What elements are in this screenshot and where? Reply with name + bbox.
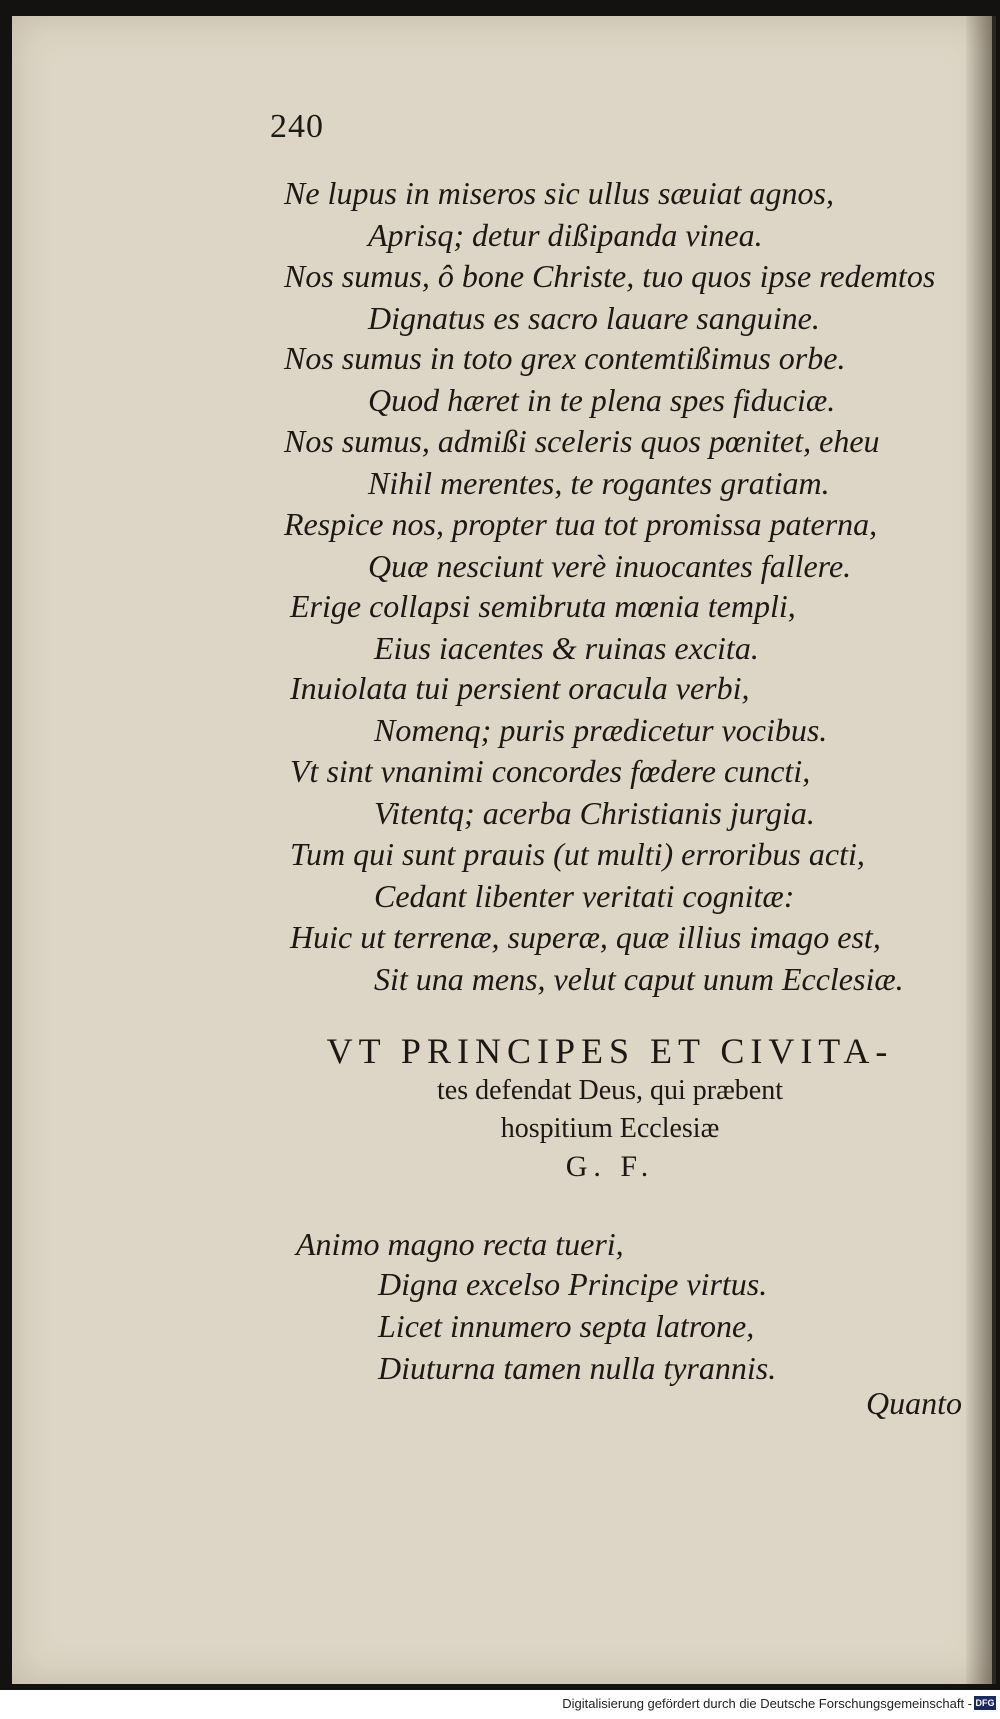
verse-line: Inuiolata tui persient oracula verbi, xyxy=(290,670,750,706)
section-heading: VT PRINCIPES ET CIVITA- xyxy=(326,1031,894,1071)
verse-line: Nos sumus, admißi sceleris quos pœnitet, eheu xyxy=(284,423,880,459)
verse-line: Aprisq; detur dißipanda vinea. xyxy=(368,217,763,253)
catchword: Quanto xyxy=(866,1385,962,1421)
verse-line: Animo magno recta tueri, xyxy=(296,1226,624,1262)
verse-line: Respice nos, propter tua tot promissa paterna, xyxy=(284,506,878,542)
page-number: 240 xyxy=(270,108,324,145)
dfg-logo: DFG xyxy=(975,1698,995,1708)
digitization-footer xyxy=(0,1690,1000,1719)
verse-line: Dignatus es sacro lauare sanguine. xyxy=(368,300,820,336)
section-subheading: tes defendat Deus, qui præbent xyxy=(436,1075,784,1106)
verse-line: Vitentq; acerba Christianis jurgia. xyxy=(374,795,815,831)
verse-line: Nos sumus, ô bone Christe, tuo quos ipse redemtos xyxy=(284,258,936,294)
verse-line: Eius iacentes & ruinas excita. xyxy=(374,630,759,666)
verse-line: Tum qui sunt prauis (ut multi) erroribus acti, xyxy=(290,836,865,872)
author-initials: G. F. xyxy=(565,1150,655,1183)
section-subheading: hospitium Ecclesiæ xyxy=(500,1113,720,1144)
verse-line: Quæ nesciunt verè inuocantes fallere. xyxy=(368,548,852,584)
page-gutter-shadow xyxy=(966,16,992,1684)
verse-line: Huic ut terrenæ, superæ, quæ illius imago est, xyxy=(290,919,881,955)
verse-line: Cedant libenter veritati cognitæ: xyxy=(374,878,795,914)
verse-line: Quod hæret in te plena spes fiduciæ. xyxy=(368,382,836,418)
verse-line: Digna excelso Principe virtus. xyxy=(378,1266,768,1302)
verse-line: Sit una mens, velut caput unum Ecclesiæ. xyxy=(374,961,904,997)
verse-line: Ne lupus in miseros sic ullus sæuiat agnos, xyxy=(284,175,834,211)
verse-line: Nomenq; puris prædicetur vocibus. xyxy=(374,712,828,748)
verse-line: Nihil merentes, te rogantes gratiam. xyxy=(368,465,830,501)
verse-line: Diuturna tamen nulla tyrannis. xyxy=(378,1350,777,1386)
verse-line: Vt sint vnanimi concordes fœdere cuncti, xyxy=(290,753,811,789)
funding-credit: Digitalisierung gefördert durch die Deutsche Forschungsgemeinschaft - xyxy=(562,1696,972,1711)
verse-line: Erige collapsi semibruta mœnia templi, xyxy=(290,588,796,624)
verse-line: Nos sumus in toto grex contemtißimus orbe. xyxy=(284,340,846,376)
verse-line: Licet innumero septa latrone, xyxy=(378,1308,755,1344)
